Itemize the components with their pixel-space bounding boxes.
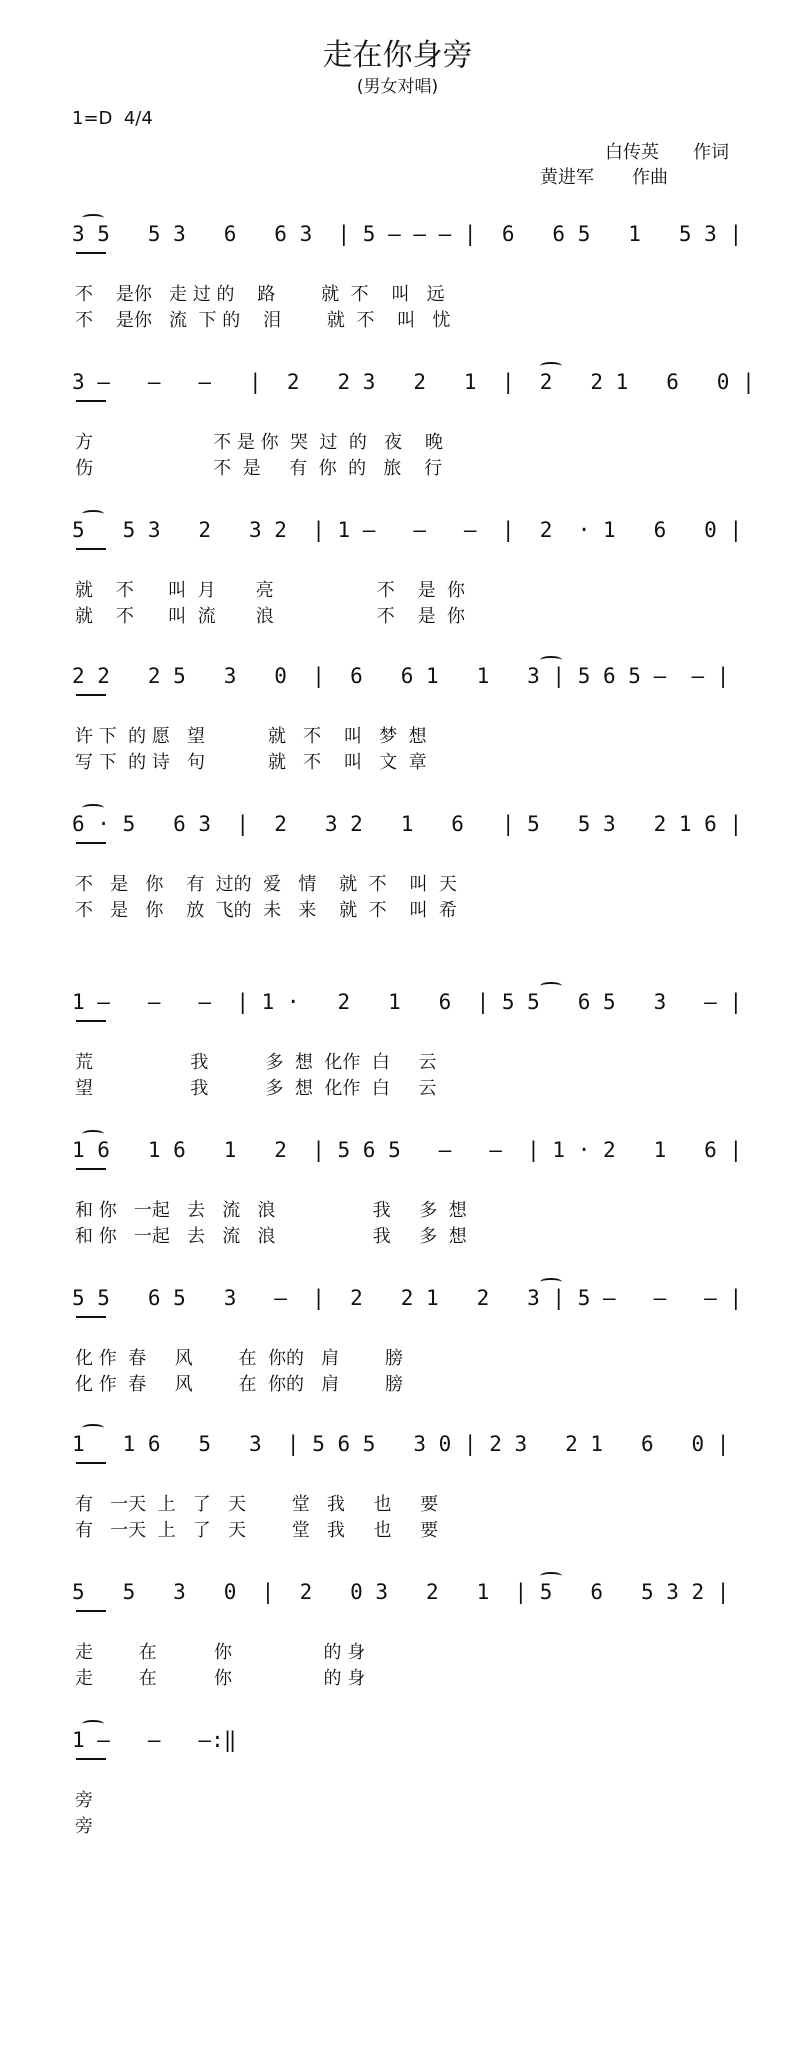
notes-line: 3 5 5 3 6 6 3 | 5 — — — | 6 6 5 1 5 3 |: [72, 222, 743, 246]
eighth-note-beam: [76, 548, 106, 550]
lyric-line-female: 就 不 叫 流 浪 不 是 你: [75, 606, 466, 627]
lyricist-name: 白传英: [605, 142, 659, 163]
eighth-note-beam: [76, 1020, 106, 1022]
lyric-line-male: 有 一天 上 了 天 堂 我 也 要: [75, 1494, 439, 1515]
slur-mark: [540, 1572, 562, 1580]
lyric-line-female: 伤 不 是 有 你 的 旅 行: [75, 458, 443, 479]
lyric-line-male: 化 作 春 风 在 你的 肩 膀: [75, 1348, 403, 1369]
lyricist-role: 作词: [693, 142, 729, 163]
eighth-note-beam: [76, 694, 106, 696]
eighth-note-beam: [76, 400, 106, 402]
lyric-line-male: 和 你 一起 去 流 浪 我 多 想: [75, 1200, 467, 1221]
lyric-line-female: 不 是 你 放 飞的 未 来 就 不 叫 希: [75, 900, 457, 921]
slur-mark: [82, 1130, 104, 1138]
notes-line: 1 1 6 5 3 | 5 6 5 3 0 | 2 3 2 1 6 0 |: [72, 1432, 730, 1456]
notes-line: 1 6 1 6 1 2 | 5 6 5 — — | 1 · 2 1 6 |: [72, 1138, 743, 1162]
slur-mark: [82, 804, 104, 812]
notes-line: 1 — — —:‖: [72, 1728, 237, 1752]
slur-mark: [82, 214, 104, 222]
notes-line: 5 5 3 2 3 2 | 1 — — — | 2 · 1 6 0 |: [72, 518, 743, 542]
notes-line: 5 5 6 5 3 — | 2 2 1 2 3 | 5 — — — |: [72, 1286, 743, 1310]
eighth-note-beam: [76, 1758, 106, 1760]
notes-line: 5 5 3 0 | 2 0 3 2 1 | 5 6 5 3 2 |: [72, 1580, 730, 1604]
eighth-note-beam: [76, 842, 106, 844]
notes-line: 2 2 2 5 3 0 | 6 6 1 1 3 | 5 6 5 — — |: [72, 664, 730, 688]
slur-mark: [82, 510, 104, 518]
notes-line: 6 · 5 6 3 | 2 3 2 1 6 | 5 5 3 2 1 6 |: [72, 812, 743, 836]
eighth-note-beam: [76, 252, 106, 254]
lyric-line-female: 化 作 春 风 在 你的 肩 膀: [75, 1374, 403, 1395]
composer-role: 作曲: [632, 167, 668, 188]
lyric-line-female: 有 一天 上 了 天 堂 我 也 要: [75, 1520, 439, 1541]
lyric-line-male: 走 在 你 的 身: [75, 1642, 366, 1663]
composer-name: 黄进军: [540, 167, 594, 188]
key-signature: 1=D 4/4: [72, 108, 153, 129]
lyric-line-female: 望 我 多 想 化作 白 云: [75, 1078, 437, 1099]
lyric-line-female: 写 下 的 诗 句 就 不 叫 文 章: [75, 752, 427, 773]
song-title: 走在你身旁: [322, 38, 473, 73]
lyric-line-male: 荒 我 多 想 化作 白 云: [75, 1052, 437, 1073]
slur-mark: [540, 1278, 562, 1286]
notes-line: 3 — — — | 2 2 3 2 1 | 2 2 1 6 0 |: [72, 370, 755, 394]
lyric-line-male: 旁: [75, 1790, 93, 1811]
eighth-note-beam: [76, 1610, 106, 1612]
song-subtitle: (男女对唱): [356, 77, 439, 97]
slur-mark: [540, 982, 562, 990]
slur-mark: [82, 1720, 104, 1728]
eighth-note-beam: [76, 1462, 106, 1464]
slur-mark: [540, 656, 562, 664]
lyric-line-male: 许 下 的 愿 望 就 不 叫 梦 想: [75, 726, 427, 747]
lyric-line-female: 旁: [75, 1816, 93, 1837]
lyric-line-female: 走 在 你 的 身: [75, 1668, 366, 1689]
lyric-line-male: 不 是 你 有 过的 爱 情 就 不 叫 天: [75, 874, 457, 895]
lyric-line-male: 不 是你 走 过 的 路 就 不 叫 远: [75, 284, 445, 305]
lyric-line-male: 方 不 是 你 哭 过 的 夜 晚: [75, 432, 443, 453]
eighth-note-beam: [76, 1316, 106, 1318]
slur-mark: [540, 362, 562, 370]
eighth-note-beam: [76, 1168, 106, 1170]
lyric-line-male: 就 不 叫 月 亮 不 是 你: [75, 580, 466, 601]
slur-mark: [82, 1424, 104, 1432]
lyric-line-female: 不 是你 流 下 的 泪 就 不 叫 忧: [75, 310, 451, 331]
lyric-line-female: 和 你 一起 去 流 浪 我 多 想: [75, 1226, 467, 1247]
notes-line: 1 — — — | 1 · 2 1 6 | 5 5 6 5 3 — |: [72, 990, 743, 1014]
